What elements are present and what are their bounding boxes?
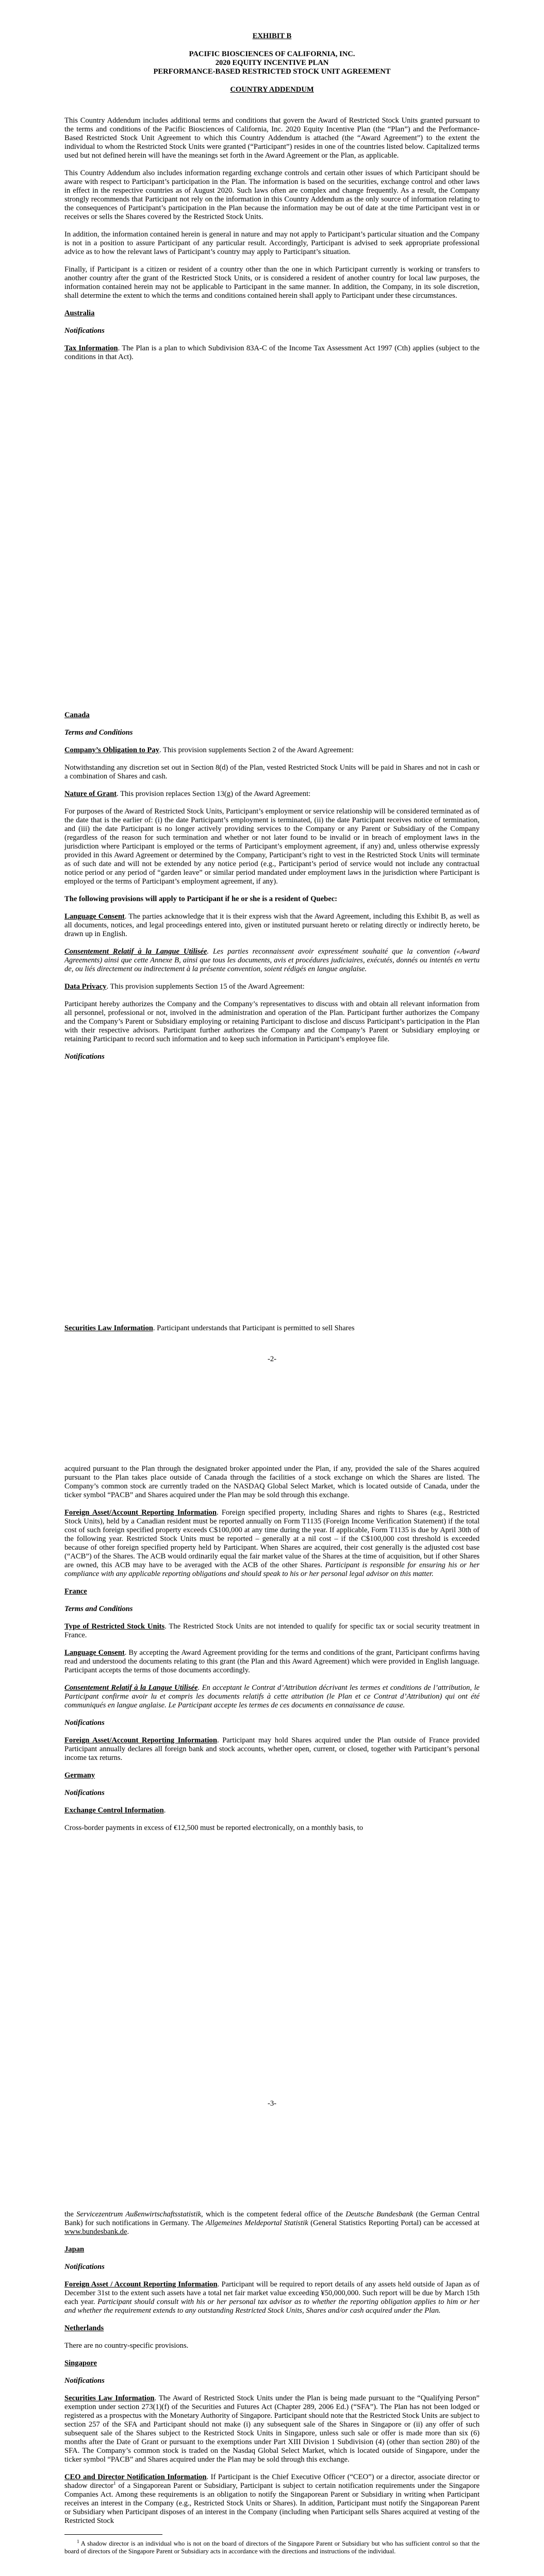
canada-grant-body: For purposes of the Award of Restricted Stock Units, Participant’s employment or service relationship will be considered terminated as of the date that is the earlier of: (i) the date Participant’s employment is terminated, (ii) the date Participant receives notice of termination, and (iii) the date Participant is no longer actively providing services to the Company or any Parent or Subsidiary of the Company (regardless of the reason for such termination and whether or not later found to be invalid or in breach of employment laws in the jurisdiction where Participant is employed or the terms of Participant’s employment agreement, if any) and, unless otherwise expressly provided in this Award Agreement or determined by the Company, Participant’s right to vest in the Restricted Stock Units will terminate as of such date and will not be extended by any notice period (e.g., Participant’s period of service would not include any contractual notice period or any period of “garden leave” or similar period mandated under employment laws in the jurisdiction where Participant is employed or the terms of Participant’s employment agreement, if any). [64,807,480,886]
page-number: -3- [267,2099,277,2108]
footnote-divider [64,2534,162,2535]
page-number: -2- [267,1355,277,1363]
company-name: PACIFIC BIOSCIENCES OF CALIFORNIA, INC. [189,50,355,58]
foreign-text: . Foreign specified property, including Shares and rights to Shares (e.g., Restricted Stock Units), held by a Canadian resident must be reported annually on Form T1135 (Foreign Income Verification Statement) if the total cost of such foreign specified property exceeds C$100,000 at any time during the year. If applicable, Form T1135 is due by April 30th of the following year. Restricted Stock Units must be reported – generally at a nil cost – if the C$100,000 cost threshold is exceeded because of other foreign specified property held by Participant. When Shares are acquired, their cost generally is the adjusted cost base (“ACB”) of the Shares. The ACB would ordinarily equal the fair market value of the Shares at the time of acquisition, but if other Shares are owned, this ACB may have to be averaged with the ACB of the other Shares. [64,1509,480,1569]
country-heading-canada: Canada [64,711,90,719]
canada-securities-start [64,1324,480,1333]
consent-text: . En acceptant le Contrat d’Attribution décrivant les termes et conditions de l’attribution, le Participant confirme avoir lu et compris les documents relatifs à cette attribution (le Plan et ce Contrat d’Attribution) qui ont été communiqués en langue anglaise. Le Participant accepte les termes de ces documents en connaissance de cause. [64,1684,480,1709]
country-heading-france: France [64,1587,87,1596]
footnote [64,2540,480,2555]
quebec-heading: The following provisions will apply to Participant if he or she is a resident of Quebec: [64,895,338,903]
japan-foreign [64,2280,480,2315]
intro-paragraph: This Country Addendum also includes information regarding exchange controls and certain other issues of which Participant should be aware with respect to Participant’s participation in the Plan. The information is based on the securities, exchange control and other laws in effect in the respective countries as of August 2020. Such laws often are complex and change frequently. As a result, the Company strongly recommends that Participant not rely on the information in this Country Addendum as the only source of information relating to the consequences of Participant’s participation in the Plan because the information may be out of date at the time Participant vest in or receives or sells the Shares covered by the Restricted Stock Units. [64,169,480,221]
foreign-title: Foreign Asset/Account Reporting Information [64,1736,217,1744]
australia-tax-info [64,344,480,362]
type-title: Type of Restricted Stock Units [64,1622,165,1631]
meldeportal: Allgemeines Meldeportal Statistik [205,2219,308,2227]
france-foreign [64,1736,480,1762]
exchange-body-part: , which is the competent federal office of the [201,2210,346,2218]
canada-notifications: Notifications [64,1053,105,1061]
canada-securities-rest: acquired pursuant to the Plan through the designated broker appointed under the Plan, if any, provided the sale of the Shares acquired pursuant to the Plan takes place outside of Canada through the facilities of a stock exchange on which the Shares are listed. The Company’s common stock are currently traded on the NASDAQ Global Select Market, which is located outside of Canada, under the ticker symbol “PACB” and Shares acquired under the Plan may be sold through this exchange. [64,1465,480,1499]
footnote-ref: 1 [113,2481,116,2486]
ceo-text-2: of a Singaporean Parent or Subsidiary, Participant is subject to certain notification requirements under the Singapore Companies Act. Among these requirements is an obligation to notify the Singaporean Parent or Subsidiary in writing when Participant receives an interest in the Company (e.g., Restricted Stock Units or Shares). In addition, Participant must notify the Singaporean Parent or Subsidiary when Participant disposes of an interest in the Company (including when Participant sells Shares acquired at vesting of the Restricted Stock [64,2482,480,2525]
consent-title: Consentement Relatif à la Langue Utilisée [64,1684,198,1692]
plan-name: 2020 EQUITY INCENTIVE PLAN [215,59,329,67]
grant-text: . This provision replaces Section 13(g) of the Award Agreement: [117,790,311,798]
country-heading-netherlands: Netherlands [64,2324,104,2332]
france-type [64,1622,480,1640]
consent-text: . Les parties reconnaissent avoir expressément souhaité que la convention («Award Agreements) ainsi que cette Annexe B, ainsi que tous les documents, avis et procédures judiciaires, exécutés, donnés ou intentés en vertu de, ou liés directement ou indirectement à la présente convention, soient rédigés en langue anglaise. [64,947,480,973]
germany-exchange-body-start: Cross-border payments in excess of €12,500 must be reported electronically, on a monthly basis, to [64,1824,364,1832]
canada-terms: Terms and Conditions [64,728,133,737]
addendum-title: COUNTRY ADDENDUM [230,86,314,94]
foreign-italic: Participant is responsible for ensuring his or her compliance with any applicable reporting obligations and should speak to his or her personal legal advisor on this matter. [64,1561,480,1578]
securities-title: Securities Law Information [64,2394,155,2402]
page-2-tail [64,1324,480,1333]
exchange-title: Exchange Control Information [64,1806,164,1815]
ceo-text: . If Participant is the Chief Executive Officer (“CEO”) or a director, associate director or shadow director [64,2473,480,2490]
exchange-body-part: (General Statistics Reporting Portal) can be accessed at [308,2219,480,2227]
consent-title: Consentement Relatif à la Langue Utilisée [64,947,207,956]
page-2-content [64,711,480,1070]
germany-exchange [64,1806,480,1815]
canada-obligation-body: Notwithstanding any discretion set out in Section 8(d) of the Plan, vested Restricted Stock Units will be paid in Shares and not in cash or a combination of Shares and cash. [64,764,480,781]
exhibit-heading: EXHIBIT B [252,32,292,40]
securities-title: Securities Law Information [64,1324,153,1332]
france-terms: Terms and Conditions [64,1605,133,1613]
page-4-content [64,2210,480,2555]
canada-consent [64,947,480,974]
obligation-title: Company’s Obligation to Pay [64,746,159,754]
canada-privacy-body: Participant hereby authorizes the Company and the Company’s representatives to discuss with and obtain all relevant information from all personnel, professional or not, involved in the administration and operation of the Plan. Participant further authorizes the Company and the Company’s Parent or Subsidiary employing or retaining Participant to disclose and discuss Participant’s participation in the Plan with their respective advisors. Participant further authorizes the Company and the Company’s Parent or Subsidiary employing or retaining Participant to record such information and to keep such information in Participant’s employee file. [64,1000,480,1043]
foreign-title: Foreign Asset / Account Reporting Information [64,2280,218,2289]
tax-info-text: . The Plan is a plan to which Subdivision 83A-C of the Income Tax Assessment Act 1997 (Cth) applies (subject to the conditions in that Act). [64,344,480,361]
canada-privacy [64,982,480,991]
language-title: Language Consent [64,1649,125,1657]
country-heading-japan: Japan [64,2245,85,2253]
tax-info-title: Tax Information [64,344,118,352]
exchange-body-part: . [127,2228,129,2236]
japan-notifications: Notifications [64,2263,105,2271]
canada-grant [64,790,480,799]
france-notifications: Notifications [64,1719,105,1727]
obligation-text: . This provision supplements Section 2 of the Award Agreement: [159,746,354,754]
language-text: . By accepting the Award Agreement providing for the terms and conditions of the grant, Participant confirms having read and understood the documents relating to this grant (the Plan and this Award Agreement) which were provided in English language. Participant accepts the terms of those documents accordingly. [64,1649,480,1674]
securities-text: . The Award of Restricted Stock Units under the Plan is being made pursuant to the “Qualifying Person” exemption under section 273(1)(f) of the Securities and Futures Act (Chapter 289, 2006 Ed.) (“SFA”). The Plan has not been lodged or registered as a prospectus with the Monetary Authority of Singapore. Participant should note that the Restricted Stock Units are subject to section 257 of the SFA and Participant should not make (i) any subsequent sale of the Shares in Singapore or (ii) any offer of such subsequent sale of the Shares subject to the Restricted Stock Units in Singapore, unless such sale or offer is made more than six (6) months after the Date of Grant or pursuant to the exemptions under Part XIII Division 1 Subdivision (4) (other than section 280) of the SFA. The Company’s common stock is traded on the Nasdaq Global Select Market, which is located outside of Singapore, under the ticker symbol “PACB” and Shares acquired under the Plan may be sold through this exchange. [64,2394,480,2464]
exchange-body-part: (the German Central Bank) for such notifications in Germany. The [64,2210,480,2227]
australia-notifications: Notifications [64,327,105,335]
canada-obligation [64,746,480,755]
language-title: Language Consent [64,912,125,921]
canada-foreign [64,1509,480,1579]
ceo-title: CEO and Director Notification Information [64,2473,207,2481]
bundesbank-link[interactable]: www.bundesbank.de [64,2228,127,2236]
privacy-text: . This provision supplements Section 15 of the Award Agreement: [106,982,305,991]
canada-language [64,912,480,939]
intro-paragraph: Finally, if Participant is a citizen or resident of a country other than the one in which Participant currently is working or transfers to another country after the grant of the Restricted Stock Units, or is considered a resident of another country for local law purposes, the information contained herein may not be applicable to Participant in the same manner. In addition, the Company, in its sole discretion, shall determine the extent to which the terms and conditions contained herein shall apply to Participant under these circumstances. [64,265,480,300]
country-heading-singapore: Singapore [64,2359,97,2367]
foreign-text: . Participant may hold Shares acquired under the Plan outside of France provided Participant annually declares all foreign bank and stock accounts, whether open, current, or closed, together with Participant’s personal income tax returns. [64,1736,480,1762]
agreement-name: PERFORMANCE-BASED RESTRICTED STOCK UNIT AGREEMENT [153,67,391,76]
footnote-text: A shadow director is an individual who is not on the board of directors of the Singapore Parent or Subsidiary but who has sufficient control so that the board of directors of the Singapore Parent or Subsidiary acts in accordance with the directions and instructions of the individual. [64,2540,480,2555]
netherlands-text: There are no country-specific provisions. [64,2342,189,2350]
singapore-securities [64,2394,480,2464]
page-1-content [64,32,480,370]
intro-paragraph: In addition, the information contained herein is general in nature and may not apply to Participant’s particular situation and the Company is not in a position to assure Participant of any particular result. Accordingly, Participant is advised to seek appropriate professional advice as to how the relevant laws of Participant’s country may apply to Participant’s situation. [64,230,480,256]
foreign-text: . Participant will be required to report details of any assets held outside of Japan as of December 31st to the extent such assets have a total net fair market value exceeding ¥50,000,000. Such report will be due by March 15th each year. [64,2280,480,2306]
language-text: . The parties acknowledge that it is their express wish that the Award Agreement, including this Exhibit B, as well as all documents, notices, and legal proceedings entered into, given or instituted pursuant hereto or relating directly or indirectly hereto, be drawn up in English. [64,912,480,938]
bundesbank: Deutsche Bundesbank [345,2210,414,2218]
securities-lead: . Participant understands that Participant is permitted to sell Shares [153,1324,355,1332]
foreign-title: Foreign Asset/Account Reporting Information [64,1509,217,1517]
grant-title: Nature of Grant [64,790,117,798]
type-text: . The Restricted Stock Units are not intended to qualify for specific tax or social security treatment in France. [64,1622,480,1639]
country-heading-australia: Australia [64,309,95,317]
foreign-italic: Participant should consult with his or her personal tax advisor as to whether the reporting obligation applies to him or her and whether the requirement extends to any outstanding Restricted Stock Units, Shares and/or cash acquired under the Plan. [64,2298,480,2315]
exchange-text: . [163,1806,166,1815]
france-language [64,1649,480,1675]
servicezentrum: Servicezentrum Außenwirtschaftsstatistik [76,2210,202,2218]
germany-exchange-body: the Servicezentrum Außenwirtschaftsstatistik, which is the competent federal office of the Deutsche Bundesbank (the German Central Bank) for such notifications in Germany. The Allgemeines Meldeportal Statistik (General Statistics Reporting Portal) can be accessed at www.bundesbank.de. [64,2210,480,2236]
germany-notifications: Notifications [64,1789,105,1797]
footnote-number: 1 [77,2538,79,2544]
country-heading-germany: Germany [64,1771,95,1780]
intro-paragraph: This Country Addendum includes additional terms and conditions that govern the Award of Restricted Stock Units granted pursuant to the terms and conditions of the Pacific Biosciences of California, Inc. 2020 Equity Incentive Plan (the “Plan”) and the Performance-Based Restricted Stock Unit Agreement to which this Country Addendum is attached (the “Award Agreement”) to the extent the individual to whom the Restricted Stock Units were granted (“Participant”) resides in one of the countries listed below. Capitalized terms used but not defined herein will have the meanings set forth in the Award Agreement or the Plan, as applicable. [64,116,480,160]
page-3-content [64,1465,480,1833]
privacy-title: Data Privacy [64,982,107,991]
singapore-notifications: Notifications [64,2377,105,2385]
france-consent [64,1684,480,1710]
singapore-ceo [64,2473,480,2526]
